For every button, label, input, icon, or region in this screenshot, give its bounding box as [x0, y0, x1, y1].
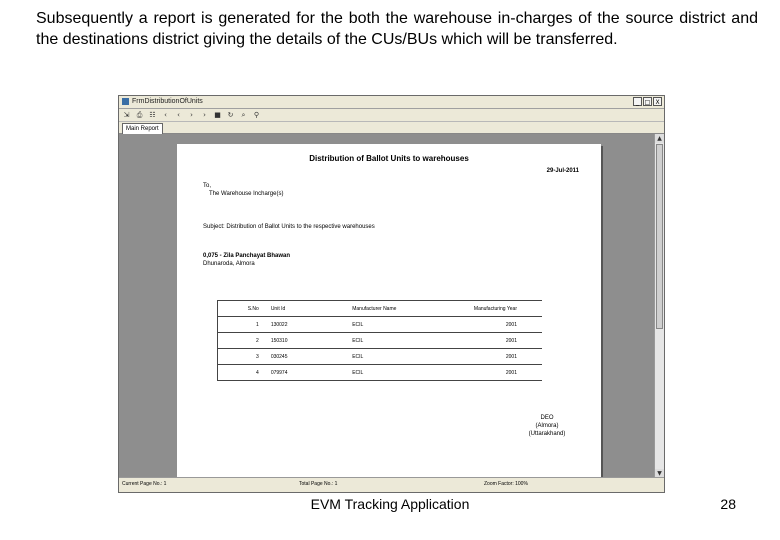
cell-year: 2001 [432, 365, 542, 381]
slide-footer: EVM Tracking Application [310, 496, 470, 512]
units-table [217, 300, 542, 381]
report-window [118, 95, 665, 493]
cell-year: 2001 [432, 333, 542, 349]
cell-unit-id: 030245 [269, 349, 350, 365]
cell-manufacturer: ECIL [350, 349, 432, 365]
to-label: To, [203, 183, 212, 189]
cell-manufacturer: ECIL [350, 333, 432, 349]
cell-manufacturer: ECIL [350, 317, 432, 333]
report-recipient [203, 182, 283, 198]
current-page-status: Current Page No.: 1 [122, 481, 167, 487]
window-title: FrmDistributionOfUnits [132, 98, 203, 105]
scroll-up-icon[interactable]: ▲ [655, 134, 664, 143]
search-icon[interactable]: ⌕ [241, 110, 246, 119]
tab-strip [119, 122, 664, 134]
warehouse-address [203, 252, 290, 268]
cell-year: 2001 [432, 349, 542, 365]
slide-text: Subsequently a report is generated for the both the warehouse in-charges of the source district and the destinations district giving the details of the CUs/BUs which will be transferred. [36, 10, 758, 48]
table-row [218, 333, 543, 349]
zoom-status: Zoom Factor: 100% [484, 481, 528, 487]
refresh-icon[interactable]: ↻ [227, 110, 234, 119]
title-bar [119, 96, 664, 109]
close-button[interactable]: X [653, 97, 662, 106]
status-bar [119, 477, 664, 492]
tab-main-report[interactable]: Main Report [122, 123, 163, 134]
cell-unit-id: 130022 [269, 317, 350, 333]
report-subject: Subject: Distribution of Ballot Units to the respective warehouses [203, 224, 375, 230]
scroll-thumb[interactable] [656, 144, 663, 329]
warehouse-location: Dhunaroda, Almora [203, 261, 255, 267]
app-icon [122, 98, 129, 105]
table-row [218, 349, 543, 365]
report-date: 29-Jul-2011 [546, 168, 579, 174]
maximize-button[interactable]: □ [644, 99, 651, 106]
sign-district: (Almora) [535, 423, 559, 429]
print-icon[interactable]: ⎙ [136, 110, 143, 119]
first-page-icon[interactable]: ‹ [164, 110, 167, 119]
col-manufacturer: Manufacturer Name [350, 301, 432, 317]
signature-block [517, 414, 577, 438]
cell-unit-id: 079974 [269, 365, 350, 381]
stop-icon[interactable]: ■ [214, 110, 221, 119]
report-toolbar [119, 109, 664, 122]
cell-sno: 2 [218, 333, 269, 349]
cell-sno: 4 [218, 365, 269, 381]
col-year: Manufacturing Year [432, 301, 542, 317]
table-row [218, 317, 543, 333]
sign-designation: DEO [540, 415, 554, 421]
report-title: Distribution of Ballot Units to warehouses [309, 154, 469, 163]
next-page-icon[interactable]: › [190, 110, 193, 119]
sign-state: (Uttarakhand) [528, 431, 566, 437]
cell-sno: 1 [218, 317, 269, 333]
table-row [218, 365, 543, 381]
warehouse-name: 0,075 - Zila Panchayat Bhawan [203, 253, 291, 259]
vertical-scrollbar[interactable] [654, 134, 664, 478]
slide-page-number: 28 [720, 496, 736, 512]
cell-sno: 3 [218, 349, 269, 365]
total-page-status: Total Page No.: 1 [299, 481, 338, 487]
zoom-icon[interactable]: ⚲ [253, 110, 260, 119]
col-unit-id: Unit Id [269, 301, 350, 317]
minimize-button[interactable]: _ [633, 97, 642, 106]
cell-unit-id: 150310 [269, 333, 350, 349]
report-viewer [119, 134, 655, 478]
scroll-down-icon[interactable]: ▼ [655, 469, 664, 478]
export-icon[interactable]: ⇲ [123, 110, 130, 119]
table-header-row [218, 301, 543, 317]
group-tree-icon[interactable]: ☷ [149, 110, 156, 119]
cell-manufacturer: ECIL [350, 365, 432, 381]
last-page-icon[interactable]: › [203, 110, 206, 119]
previous-page-icon[interactable]: ‹ [177, 110, 180, 119]
cell-year: 2001 [432, 317, 542, 333]
recipient-name: The Warehouse Incharge(s) [209, 191, 284, 197]
col-sno: S.No [218, 301, 269, 317]
report-page [177, 144, 601, 478]
